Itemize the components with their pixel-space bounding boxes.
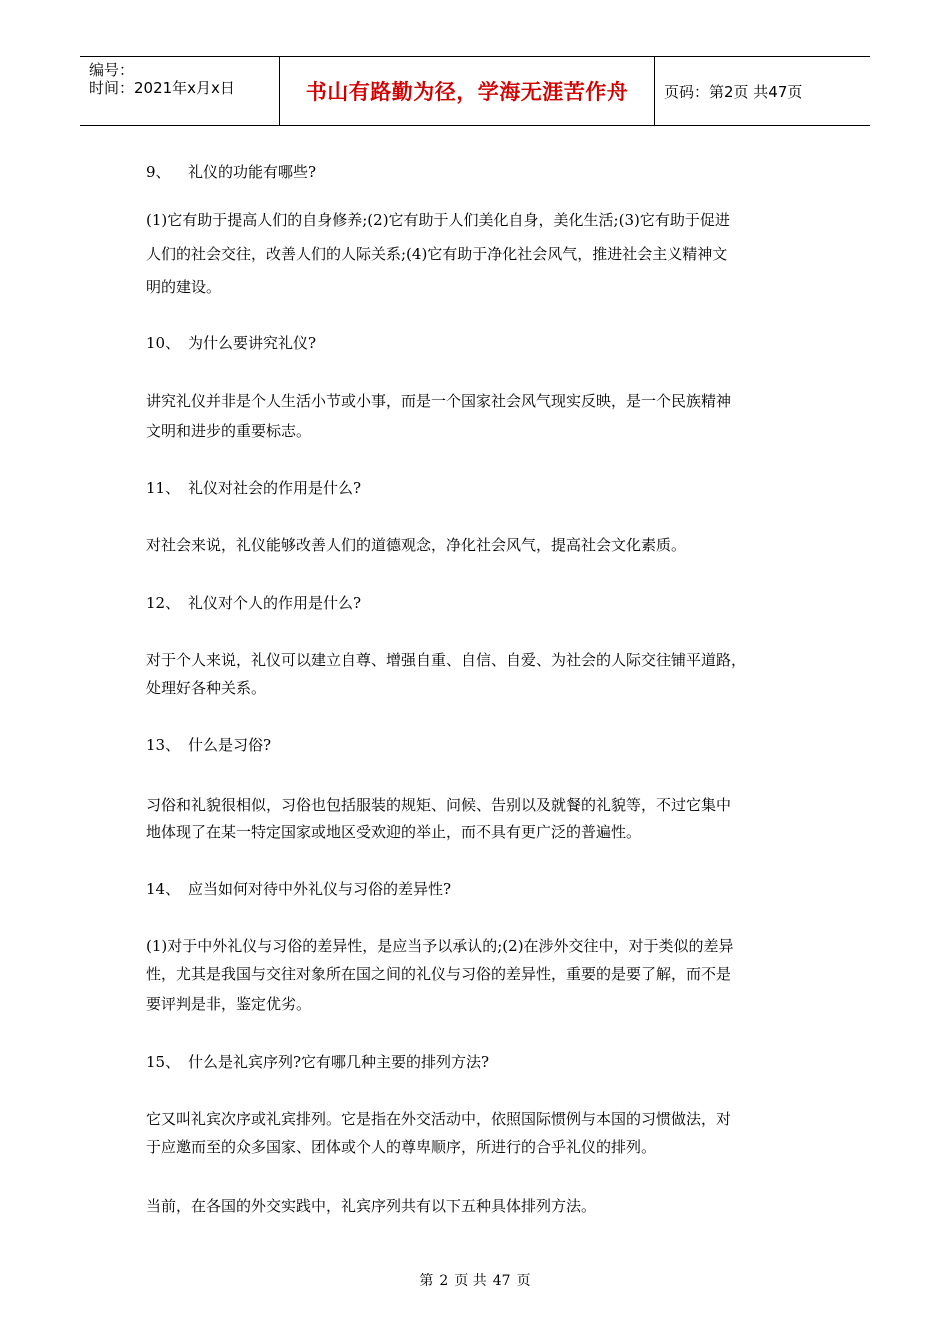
header-motto: 书山有路勤为径，学海无涯苦作舟 <box>280 57 655 125</box>
header-meta <box>80 57 280 125</box>
question-title: 13、 什么是习俗? <box>146 736 272 754</box>
header-page-indicator: 页码：第2页 共47页 <box>664 82 803 101</box>
footer-suffix: 页 <box>516 1273 531 1289</box>
answer-line: 地体现了在某一特定国家或地区受欢迎的举止，而不具有更广泛的普遍性。 <box>146 823 642 841</box>
page-footer <box>0 1270 950 1290</box>
answer-line: 文明和进步的重要标志。 <box>146 422 312 440</box>
answer-line: 对社会来说，礼仪能够改善人们的道德观念，净化社会风气，提高社会文化素质。 <box>146 536 687 554</box>
document-date-label: 时间：2021年x月x日 <box>89 79 235 97</box>
page-header <box>80 56 870 126</box>
answer-line: 要评判是非，鉴定优劣。 <box>146 995 312 1013</box>
question-title: 12、 礼仪对个人的作用是什么? <box>146 594 362 612</box>
question-title: 15、 什么是礼宾序列?它有哪几种主要的排列方法? <box>146 1053 490 1071</box>
footer-total-pages: 47 <box>492 1273 511 1289</box>
question-title: 14、 应当如何对待中外礼仪与习俗的差异性? <box>146 880 452 898</box>
answer-line: 于应邀而至的众多国家、团体或个人的尊卑顺序，所进行的合乎礼仪的排列。 <box>146 1138 657 1156</box>
answer-line: (1)对于中外礼仪与习俗的差异性，是应当予以承认的;(2)在涉外交往中，对于类似的差异 <box>146 937 734 955</box>
closing-paragraph: 当前，在各国的外交实践中，礼宾序列共有以下五种具体排列方法。 <box>146 1197 597 1215</box>
answer-line: 性，尤其是我国与交往对象所在国之间的礼仪与习俗的差异性，重要的是要了解，而不是 <box>146 965 732 983</box>
answer-line: 习俗和礼貌很相似，习俗也包括服装的规矩、问候、告别以及就餐的礼貌等，不过它集中 <box>146 796 732 814</box>
answer-line: 它又叫礼宾次序或礼宾排列。它是指在外交活动中，依照国际惯例与本国的习惯做法，对 <box>146 1110 732 1128</box>
question-title: 11、 礼仪对社会的作用是什么? <box>146 479 362 497</box>
footer-prefix: 第 <box>419 1273 434 1289</box>
document-number-label: 编号： <box>89 61 135 79</box>
answer-line: 明的建设。 <box>146 278 222 296</box>
footer-mid: 页 共 <box>454 1273 487 1289</box>
answer-line: 对于个人来说，礼仪可以建立自尊、增强自重、自信、自爱、为社会的人际交往铺平道路， <box>146 651 747 669</box>
answer-line: 处理好各种关系。 <box>146 679 267 697</box>
question-title: 9、 礼仪的功能有哪些? <box>146 163 317 181</box>
answer-line: 讲究礼仪并非是个人生活小节或小事，而是一个国家社会风气现实反映，是一个民族精神 <box>146 392 732 410</box>
footer-page-number: 2 <box>439 1273 449 1289</box>
answer-line: (1)它有助于提高人们的自身修养;(2)它有助于人们美化自身，美化生活;(3)它有助于促进 <box>146 211 730 229</box>
question-title: 10、 为什么要讲究礼仪? <box>146 334 317 352</box>
answer-line: 人们的社会交往，改善人们的人际关系;(4)它有助于净化社会风气，推进社会主义精神文 <box>146 245 728 263</box>
